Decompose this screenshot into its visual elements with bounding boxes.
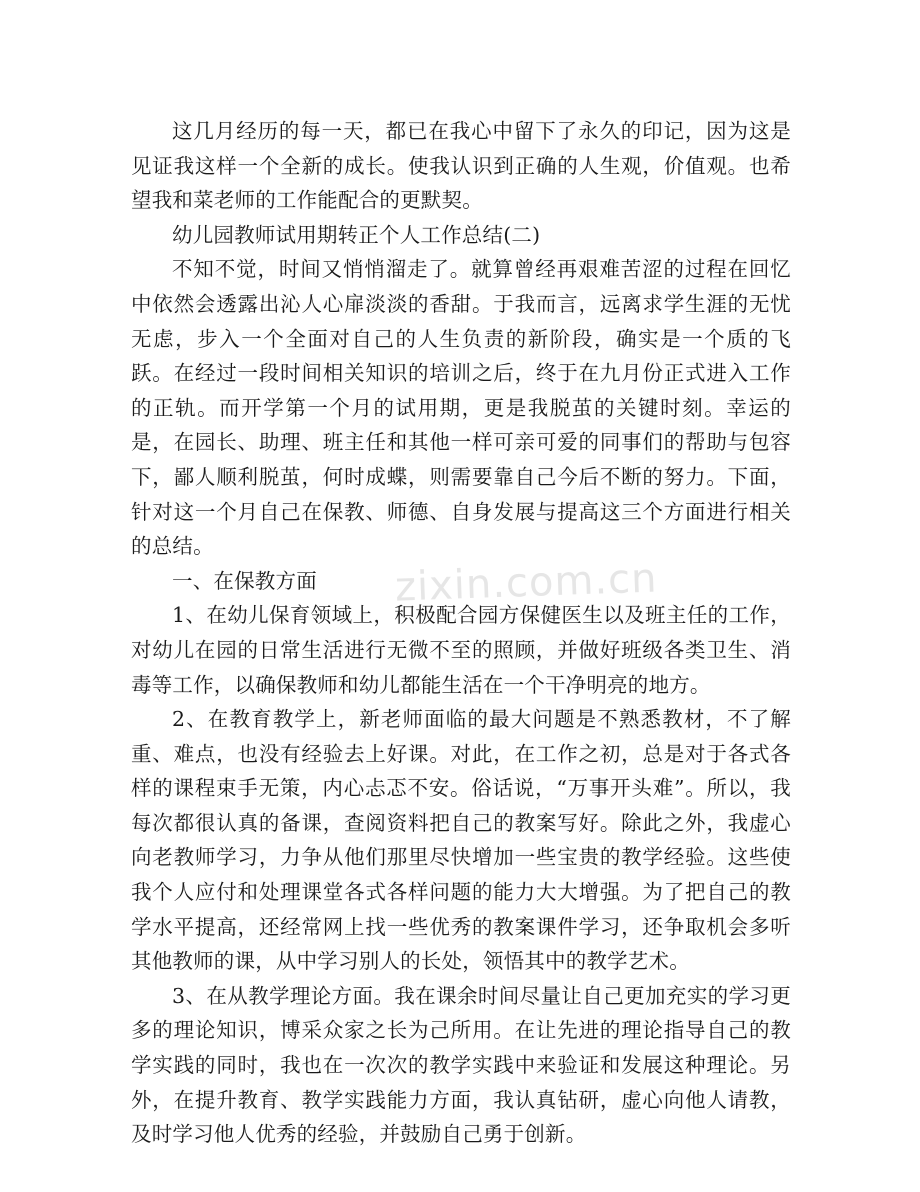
paragraph-closing-reflection: 这几月经历的每一天，都已在我心中留下了永久的印记，因为这是见证我这样一个全新的成长。使我认识到正确的人生观，价值观。也希望我和菜老师的工作能配合的更默契。 [131,119,791,213]
document-body [131,114,791,1152]
paragraph-item-3: 3、在从教学理论方面。我在课余时间尽量让自己更加充实的学习更多的理论知识，博采众家之长为己所用。在让先进的理论指导自己的教学实践的同时，我也在一次次的教学实践中来验证和发展这种理论。另外，在提升教育、教学实践能力方面，我认真钻研，虚心向他人请教，及时学习他人优秀的经验，并鼓励自己勇于创新。 [131,983,791,1147]
paragraph-item-2: 2、在教育教学上，新老师面临的最大问题是不熟悉教材，不了解重、难点，也没有经验去上好课。对此，在工作之初，总是对于各式各样的课程束手无策，内心忐忑不安。俗话说，“万事开头难”。所以，我每次都很认真的备课，查阅资料把自己的教案写好。除此之外，我虚心向老教师学习，力争从他们那里尽快增加一些宝贵的教学经验。这些使我个人应付和处理课堂各式各样问题的能力大大增强。为了把自己的教学水平提高，还经常网上找一些优秀的教案课件学习，还争取机会多听其他教师的课，从中学习别人的长处，领悟其中的教学艺术。 [131,707,791,974]
section-heading-care-education: 一、在保教方面 [172,568,317,593]
watermark-text: zixin.com.cn [394,555,659,611]
paragraph-introduction: 不知不觉，时间又悄悄溜走了。就算曾经再艰难苦涩的过程在回忆中依然会透露出沁人心扉淡淡的香甜。于我而言，远离求学生涯的无忧无虑，步入一个全面对自己的人生负责的新阶段，确实是一个质的飞跃。在经过一段时间相关知识的培训之后，终于在九月份正式进入工作的正轨。而开学第一个月的试用期，更是我脱茧的关键时刻。幸运的是，在园长、助理、班主任和其他一样可亲可爱的同事们的帮助与包容下，鄙人顺利脱茧，何时成蝶，则需要靠自己今后不断的努力。下面，针对这一个月自己在保教、师德、自身发展与提高这三个方面进行相关的总结。 [131,257,791,559]
section-title: 幼儿园教师试用期转正个人工作总结(二) [172,222,541,247]
paragraph-item-1: 1、在幼儿保育领域上，积极配合园方保健医生以及班主任的工作，对幼儿在园的日常生活进行无微不至的照顾，并做好班级各类卫生、消毒等工作，以确保教师和幼儿都能生活在一个干净明亮的地方。 [131,603,791,697]
